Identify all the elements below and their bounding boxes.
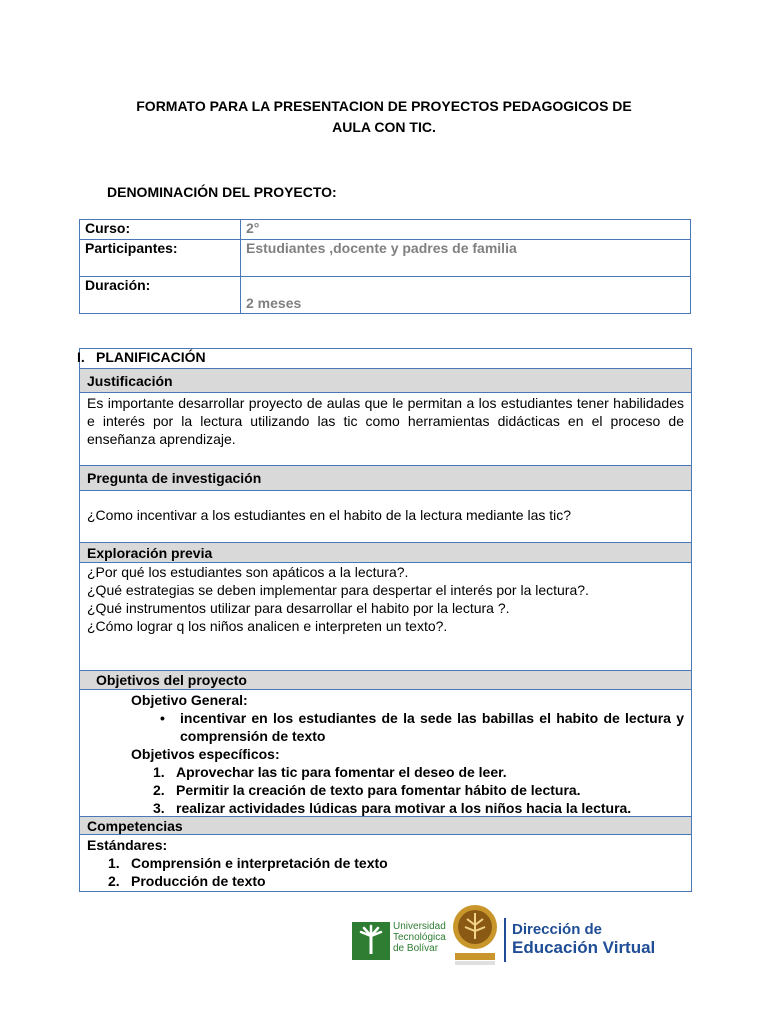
curso-row [80,220,691,240]
document-title [80,96,688,138]
objetivos-header: Objetivos del proyecto [80,671,691,690]
bullet-icon: • [160,710,165,726]
objetivo-general-label: Objetivo General: [131,692,248,708]
pregunta-header: Pregunta de investigación [80,466,691,491]
title-line-2: AULA CON TIC. [332,119,436,135]
dev-logo-text [512,921,655,958]
project-name-label: DENOMINACIÓN DEL PROYECTO: [107,184,337,200]
objetivo-general-item [160,709,684,745]
competencias-content [80,835,691,891]
item-text: realizar actividades lúdicas para motivar a los niños hacia la lectura. [176,800,632,816]
objetivo-especifico-item [153,763,684,781]
section-title: PLANIFICACIÓN [96,349,206,365]
participantes-label: Participantes: [80,240,241,277]
item-number: 2. [153,782,165,798]
objetivo-especifico-item [153,799,684,817]
exploracion-item: ¿Por qué los estudiantes son apáticos a la lectura?. [87,564,409,580]
item-text: Permitir la creación de texto para fomentar hábito de lectura. [176,782,581,798]
exploracion-item: ¿Cómo lograr q los niños analicen e interpreten un texto?. [87,618,448,634]
objetivos-especificos-list [87,763,684,817]
objetivos-especificos-label: Objetivos específicos: [131,746,280,762]
dev-line-1: Dirección de [512,921,603,938]
duracion-row [80,277,691,314]
utb-line-1: Universidad [393,921,446,932]
item-number: 2. [108,873,120,889]
utb-line-2: Tecnológica [393,932,446,943]
objetivo-general-list [87,709,684,745]
competencias-header: Competencias [80,817,691,835]
estandar-item [108,854,684,872]
curso-label: Curso: [80,220,241,240]
title-line-1: FORMATO PARA LA PRESENTACION DE PROYECTOS PEDAGOGICOS DE [136,98,632,114]
duracion-value: 2 meses [241,277,691,314]
item-number: 1. [153,764,165,780]
planning-table [79,348,692,892]
exploracion-header: Exploración previa [80,543,691,563]
curso-value: 2° [241,220,691,240]
footer-logos [350,902,660,972]
utb-logo-text [393,921,446,954]
item-text: Comprensión e interpretación de texto [131,855,388,871]
planning-header [77,349,691,369]
dev-line-2: Educación Virtual [512,938,656,957]
exploracion-list [80,563,691,671]
pregunta-text: ¿Como incentivar a los estudiantes en el habito de la lectura mediante las tic? [80,491,691,543]
justificacion-header: Justificación [80,369,691,393]
justificacion-text: Es importante desarrollar proyecto de aulas que le permitan a los estudiantes tener habilidades e interés por la lectura utilizando las tic como herramientas didácticas en el proceso de enseñanza aprendizaje. [80,393,691,466]
objetivo-general-text: incentivar en los estudiantes de la sede las babillas el habito de lectura y comprensión de texto [180,710,684,744]
objetivo-especifico-item [153,781,684,799]
utb-logo-icon [352,922,390,960]
item-number: 3. [153,800,165,816]
logo-divider [504,918,506,962]
project-info-table [79,219,691,314]
exploracion-item: ¿Qué estrategias se deben implementar para despertar el interés por la lectura?. [87,582,589,598]
section-number: I. [77,349,85,365]
item-number: 1. [108,855,120,871]
item-text: Producción de texto [131,873,266,889]
objetivos-content [80,690,691,817]
utb-line-3: de Bolívar [393,943,439,954]
duracion-label: Duración: [80,277,241,314]
estandares-list [87,854,684,890]
participantes-value: Estudiantes ,docente y padres de familia [241,240,691,277]
estandar-item [108,872,684,890]
seal-icon [451,903,499,972]
participantes-row [80,240,691,277]
exploracion-item: ¿Qué instrumentos utilizar para desarrollar el habito por la lectura ?. [87,600,510,616]
item-text: Aprovechar las tic para fomentar el deseo de leer. [176,764,507,780]
estandares-label: Estándares: [87,837,168,853]
